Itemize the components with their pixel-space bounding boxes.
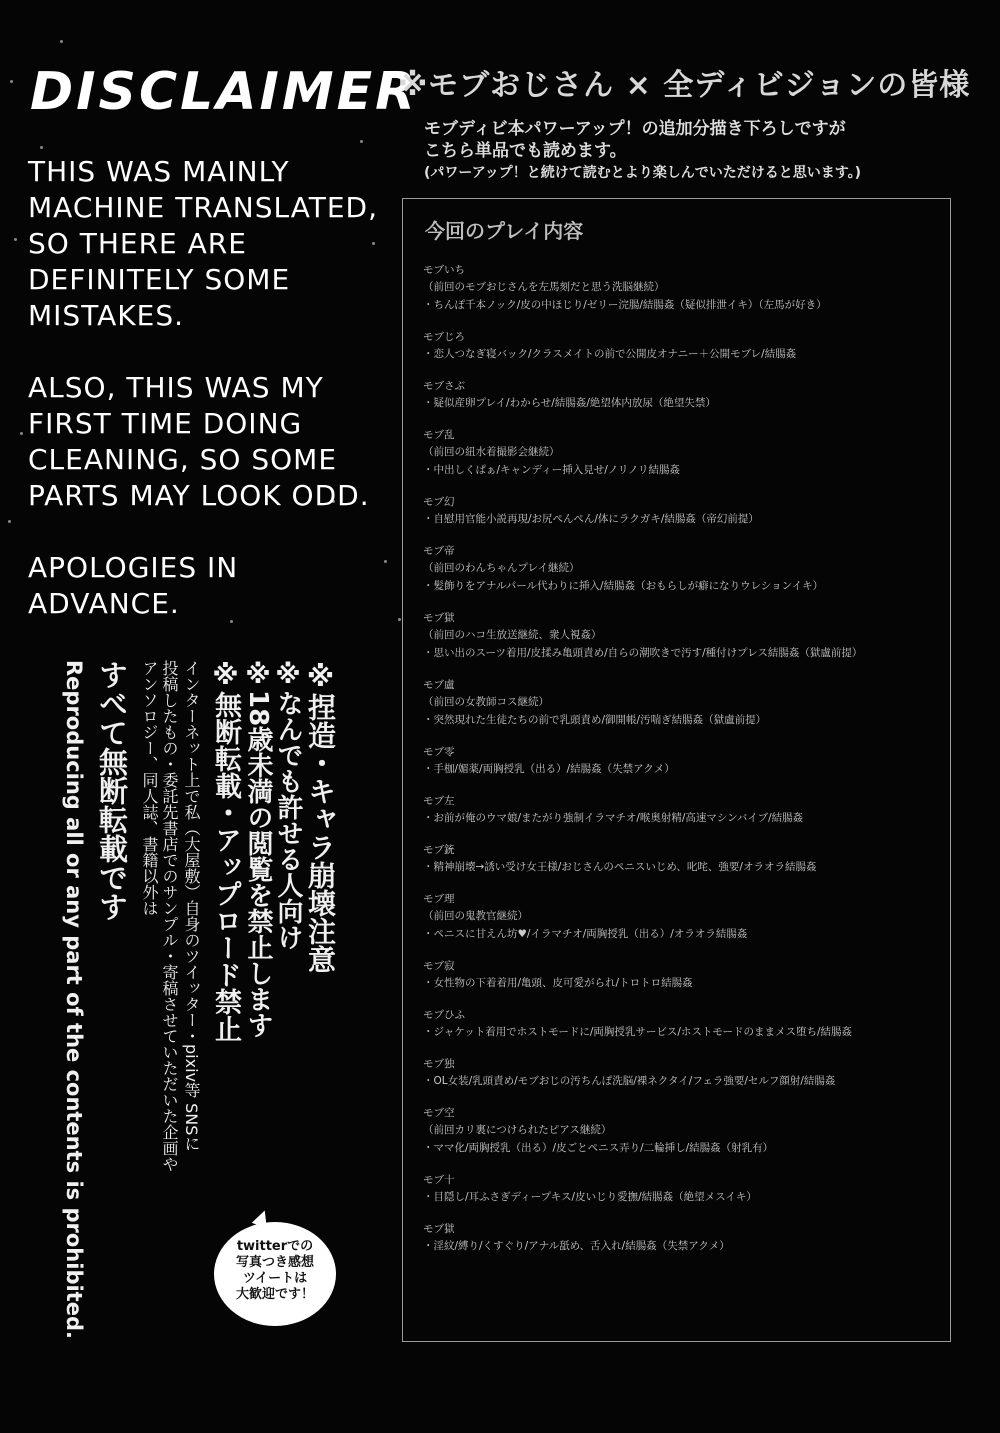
entry-item: [423, 843, 943, 876]
entry-name: モブさぶ: [423, 380, 465, 392]
notice-detail-3: アンソロジー、同人誌、書籍以外は: [140, 660, 159, 916]
header-title: ※モブおじさん × 全ディビジョンの皆様: [398, 68, 971, 103]
entry-name: モブ独: [423, 1058, 455, 1070]
entry-name: モブ獄: [423, 1223, 455, 1235]
box-title: 今回のプレイ内容: [425, 219, 584, 243]
entry-item: [423, 892, 943, 943]
notice-all-unauthorized: すべて無断転載です: [95, 660, 129, 921]
entry-line: ・女性物の下着着用/亀頭、皮可愛がられ/トロトロ結腸姦: [423, 977, 693, 989]
entry-line: （前回のモブおじさんを左馬刻だと思う洗脳継続）: [423, 281, 665, 293]
twitter-speech-bubble: [214, 1222, 336, 1326]
disclaimer-title: DISCLAIMER: [30, 62, 419, 122]
notice-no-repost: ※無断転載・アップロード禁止: [210, 660, 241, 1042]
entry-line: ・髪飾りをアナルパール代わりに挿入/結腸姦（おもらしが癖になりウレションイキ）: [423, 580, 824, 592]
entry-line: （前回の紐水着撮影会継続）: [423, 446, 560, 458]
notice-detail-2: 投稿したもの・委託先書店でのサンプル・寄稿させていただいた企画や: [160, 660, 179, 1172]
entry-line: ・恋人つなぎ寝バック/クラスメイトの前で公開皮オナニー＋公開モブレ/結腸姦: [423, 348, 797, 360]
entry-item: [423, 1008, 943, 1041]
entry-line: ・疑似産卵プレイ/わからせ/結腸姦/絶望体内放尿（絶望失禁）: [423, 397, 716, 409]
entry-item: [423, 1173, 943, 1206]
entry-line: ・目隠し/耳ふさぎディープキス/皮いじり愛撫/結腸姦（絶望メスイキ）: [423, 1191, 757, 1203]
entry-name: モブ幻: [423, 496, 455, 508]
bubble-line: twitterでの: [236, 1239, 314, 1254]
notice-fabrication: ※捏造・キャラ崩壊注意: [304, 660, 337, 973]
entry-item: [423, 745, 943, 778]
entry-name: モブ寂: [423, 960, 455, 972]
bubble-line: 大歓迎です！: [235, 1287, 314, 1302]
entry-line: ・ちんぽ千本ノック/皮の中ほじり/ゼリー浣腸/結腸姦（疑似排泄イキ）（左馬が好き）: [423, 299, 827, 311]
entry-name: モブ獄: [423, 612, 455, 624]
entry-line: ・思い出のスーツ着用/皮揉み亀頭責め/自らの潮吹きで汚す/種付けプレス結腸姦（獄盧前提）: [423, 647, 863, 659]
entry-line: ・ママ化/両胸授乳（出る）/皮ごとペニス弄り/二輪挿し/結腸姦（射乳有）: [423, 1142, 774, 1154]
disclaimer-body: [28, 154, 388, 658]
entry-name: モブ帝: [423, 545, 455, 557]
notice-age: ※18歳未満の閲覧を禁止します: [243, 660, 273, 1039]
entry-line: ・突然現れた生徒たちの前で乳頭責め/御開帳/汚喘ぎ結腸姦（獄盧前提）: [423, 714, 767, 726]
entry-name: モブ空: [423, 1107, 455, 1119]
entry-line: （前回のわんちゃんプレイ継続）: [423, 562, 580, 574]
bubble-line: ツイートは: [242, 1271, 308, 1286]
entry-line: ・精神崩壊→誘い受け女王様/おじさんのペニスいじめ、叱咤、強要/オラオラ結腸姦: [423, 861, 817, 873]
entry-name: モブじろ: [423, 331, 465, 343]
entry-line: （前回カリ裏につけられたピアス継続）: [423, 1124, 612, 1136]
entry-line: （前回のハコ生放送継続、衆人視姦）: [423, 629, 602, 641]
entry-name: モブ零: [423, 746, 455, 758]
notice-detail-1: インターネット上で私（大屋敷）自身のツイッター・pixiv等 SNSに: [182, 660, 201, 1152]
bubble-tail: [252, 1208, 273, 1229]
entry-name: モブ理: [423, 893, 455, 905]
entry-line: ・ペニスに甘えん坊♥/イラマチオ/両胸授乳（出る）/オラオラ結腸姦: [423, 928, 748, 940]
entry-name: モブ十: [423, 1174, 455, 1186]
entry-list: [423, 263, 943, 1255]
entry-name: モブ乱: [423, 429, 455, 441]
entry-line: ・OL女装/乳頭責め/モブおじの汚ちんぽ洗脳/裸ネクタイ/フェラ強要/セルフ顔射/結腸姦: [423, 1075, 836, 1087]
entry-line: ・自慰用官能小説再現/お尻ぺんぺん/体にラクガキ/結腸姦（帝幻前提）: [423, 513, 759, 525]
entry-item: [423, 678, 943, 729]
entry-item: [423, 330, 943, 363]
entry-item: [423, 379, 943, 412]
intro-line: (パワーアップ！と続けて読むとより楽しんでいただけると思います。): [424, 165, 861, 181]
play-content-box: [402, 198, 951, 1342]
notice-tolerant: ※なんでも許せる人向け: [273, 660, 303, 950]
intro-line: こちら単品でも読めます。: [424, 141, 627, 161]
entry-item: [423, 794, 943, 827]
entry-line: （前回の女教師コス継続）: [423, 696, 549, 708]
disclaimer-paragraph: THIS WAS MAINLY MACHINE TRANSLATED, SO THERE ARE DEFINITELY SOME MISTAKES.: [28, 155, 378, 332]
bubble-line: 写真つき感想: [235, 1255, 314, 1270]
notice-english: Reproducing all or any part of the contents is prohibited.: [62, 660, 86, 1339]
entry-name: モブ銃: [423, 844, 455, 856]
entry-item: [423, 544, 943, 595]
entry-line: ・ジャケット着用でホストモードに/両胸授乳サービス/ホストモードのままメス堕ち/結腸姦: [423, 1026, 853, 1038]
entry-line: ・手枷/媚薬/両胸授乳（出る）/結腸姦（失禁アクメ）: [423, 763, 675, 775]
entry-name: モブいち: [423, 264, 465, 276]
entry-item: [423, 959, 943, 992]
entry-item: [423, 1106, 943, 1157]
entry-line: ・淫紋/縛り/くすぐり/アナル舐め、舌入れ/結腸姦（失禁アクメ）: [423, 1240, 730, 1252]
entry-name: モブひふ: [423, 1009, 465, 1021]
entry-item: [423, 495, 943, 528]
disclaimer-paragraph: ALSO, THIS WAS MY FIRST TIME DOING CLEANING, SO SOME PARTS MAY LOOK ODD.: [28, 371, 370, 512]
entry-line: （前回の鬼教官継続）: [423, 910, 528, 922]
entry-line: ・中出しくぱぁ/キャンディー挿入見せ/ノリノリ結腸姦: [423, 464, 680, 476]
entry-item: [423, 1057, 943, 1090]
disclaimer-paragraph: APOLOGIES IN ADVANCE.: [28, 551, 239, 620]
intro-text: [424, 118, 984, 184]
entry-item: [423, 428, 943, 479]
entry-item: [423, 611, 943, 662]
entry-item: [423, 263, 943, 314]
intro-line: モブディビ本パワーアップ！の追加分描き下ろしですが: [424, 119, 846, 139]
entry-name: モブ左: [423, 795, 455, 807]
entry-item: [423, 1222, 943, 1255]
entry-name: モブ盧: [423, 679, 455, 691]
entry-line: ・お前が俺のウマ娘/またがり強制イラマチオ/喉奥射精/高速マシンバイブ/結腸姦: [423, 812, 804, 824]
